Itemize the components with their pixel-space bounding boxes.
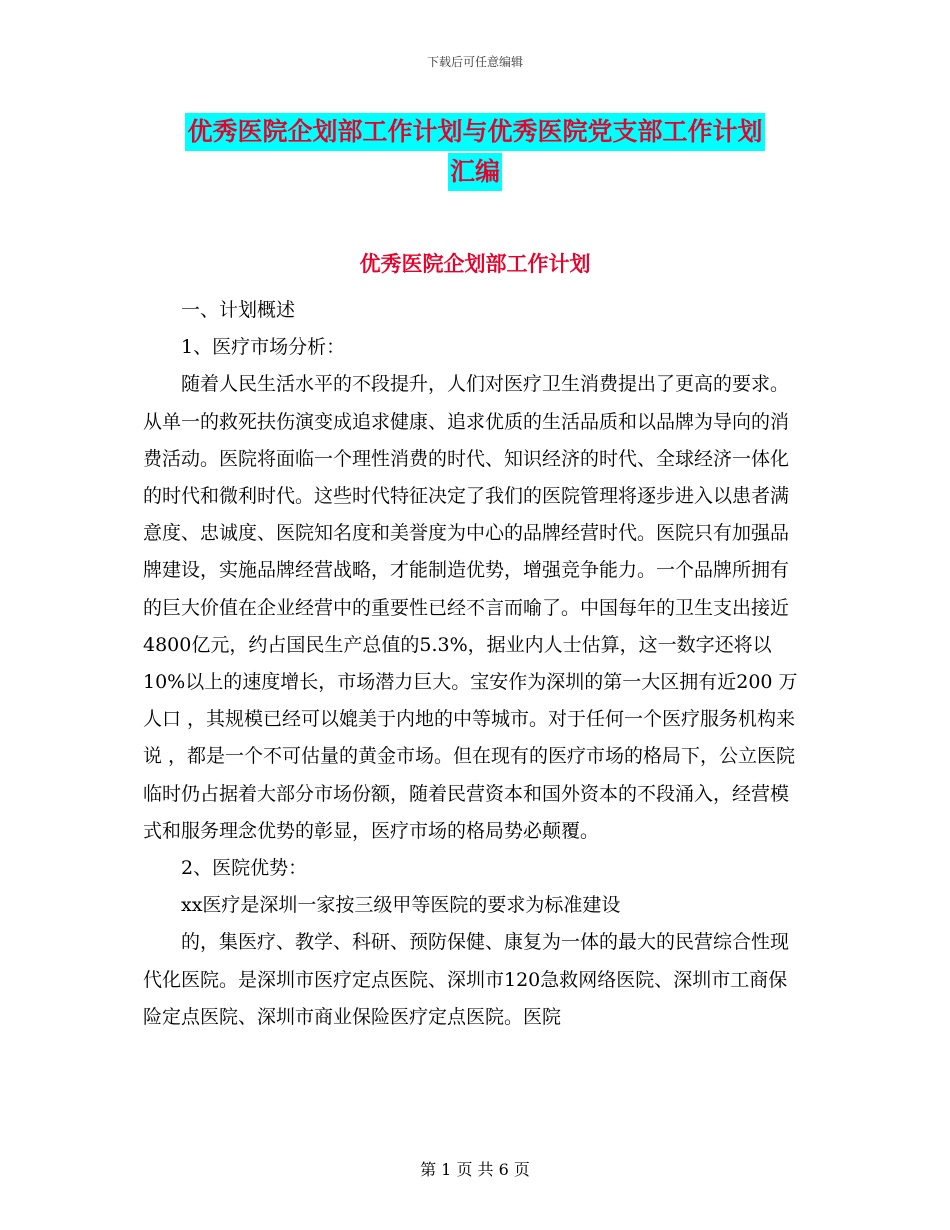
document-title-line-1-wrap [0, 113, 950, 151]
document-title-line-2-wrap [0, 153, 950, 191]
page-number-footer: 第 1 页 共 6 页 [420, 1160, 530, 1179]
section-title: 优秀医院企划部工作计划 [359, 251, 591, 276]
heading-market-analysis: 1、医疗市场分析： [181, 336, 346, 359]
heading-hospital-advantages: 2、医院优势： [181, 857, 308, 880]
document-title-line-2: 汇编 [448, 153, 502, 191]
document-body [143, 292, 803, 1036]
paragraph-hospital-details: 的，集医疗、教学、科研、预防保健、康复为一体的最大的民营综合性现代化医院。是深圳市医疗定点医院、深圳市120急救网络医院、深圳市工商保险定点医院、深圳市商业保险医疗定点医院。医院 [143, 931, 790, 1028]
document-title-line-1: 优秀医院企划部工作计划与优秀医院党支部工作计划 [185, 113, 764, 151]
paragraph-hospital-intro: xx医疗是深圳一家按三级甲等医院的要求为标准建设 [181, 894, 621, 917]
paragraph-market-analysis: 随着人民生活水平的不段提升，人们对医疗卫生消费提出了更高的要求。从单一的救死扶伤演变成追求健康、追求优质的生活品质和以品牌为导向的消费活动。医院将面临一个理性消费的时代、知识经济的时代、全球经济一体化的时代和微利时代。这些时代特征决定了我们的医院管理将逐步进入以患者满意度、忠诚度、医院知名度和美誉度为中心的品牌经营时代。医院只有加强品牌建设，实施品牌经营战略，才能制造优势，增强竞争能力。一个品牌所拥有的巨大价值在企业经营中的重要性已经不言而喻了。中国每年的卫生支出接近4800亿元，约占国民生产总值的5.3%，据业内人士估算，这一数字还将以10%以上的速度增长，市场潜力巨大。宝安作为深圳的第一大区拥有近200 万人口 ，其规模已经可以媲美于内地的中等城市。对于任何一个医疗服务机构来说 ，都是一个不可估量的黄金市场。但在现有的医疗市场的格局下，公立医院临时仍占据着大部分市场份额，随着民营资本和国外资本的不段涌入，经营模式和服务理念优势的彰显，医疗市场的格局势必颠覆。 [143, 373, 798, 842]
page-header-note: 下载后可任意编辑 [426, 55, 523, 69]
heading-plan-overview: 一、计划概述 [181, 299, 296, 321]
